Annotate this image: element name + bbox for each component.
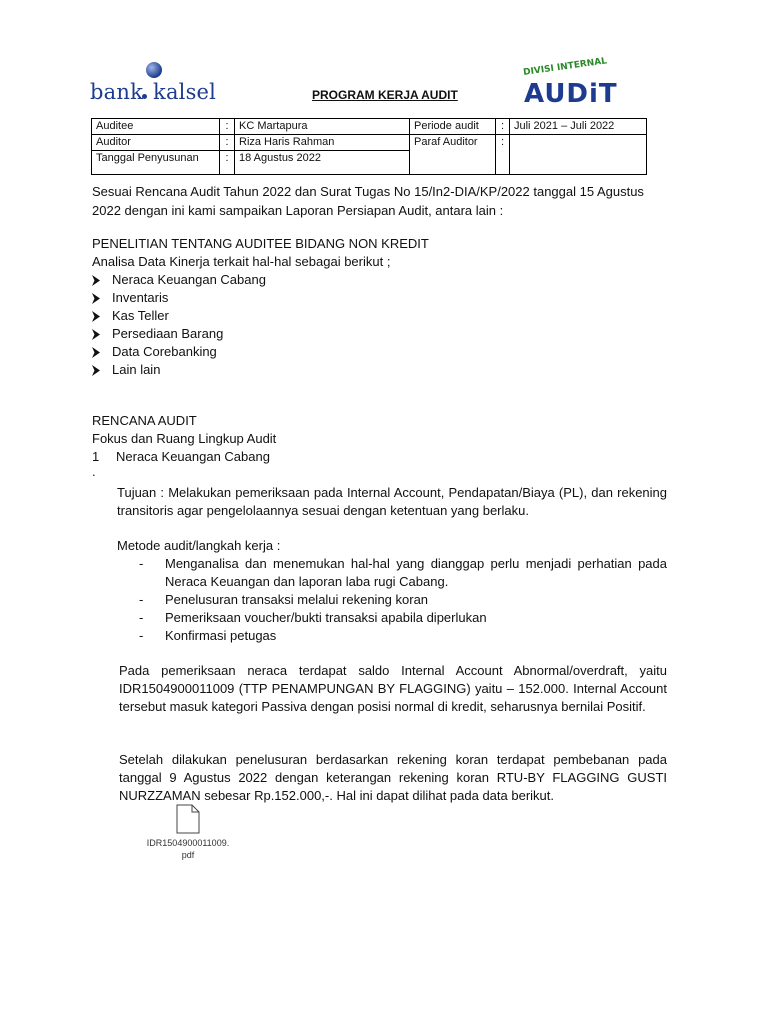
section-non-kredit — [92, 235, 652, 379]
table-cell: Auditee — [92, 119, 220, 135]
section-subheading: Fokus dan Ruang Lingkup Audit — [92, 431, 277, 446]
pdf-file-icon[interactable] — [176, 804, 200, 834]
table-cell: KC Martapura — [235, 119, 410, 135]
table-row — [92, 119, 647, 135]
list-item: - Pemeriksaan voucher/bukti transaksi apabila diperlukan — [139, 610, 487, 625]
list-item: - Konfirmasi petugas — [139, 628, 277, 643]
list-item: Neraca Keuangan Cabang — [92, 271, 652, 289]
section-subheading: Analisa Data Kinerja terkait hal-hal sebagai berikut ; — [92, 254, 391, 269]
logo-text-right: kalsel — [153, 80, 217, 104]
metode-block — [117, 537, 667, 645]
section-heading: PENELITIAN TENTANG AUDITEE BIDANG NON KREDIT — [92, 236, 429, 251]
table-cell: Tanggal Penyusunan — [92, 151, 220, 175]
arrow-bullet-icon — [92, 275, 100, 286]
list-item: Lain lain — [92, 361, 652, 379]
audit-logo-main-text: AUDiT — [524, 79, 618, 109]
audit-info-table — [91, 118, 647, 175]
list-item: Data Corebanking — [92, 343, 652, 361]
arrow-bullet-icon — [92, 293, 100, 304]
table-cell: Paraf Auditor — [410, 135, 496, 175]
arrow-bullet-icon — [92, 365, 100, 376]
item-title: Neraca Keuangan Cabang — [116, 449, 270, 464]
arrow-bullet-icon — [92, 311, 100, 322]
numbered-item — [92, 448, 652, 466]
section-rencana-audit — [92, 412, 652, 482]
list-item: - Menganalisa dan menemukan hal-hal yang dianggap perlu menjadi perhatian pada Neraca Keuangan dan laporan laba rugi Cabang. — [139, 556, 667, 589]
bullet-list — [92, 271, 652, 379]
table-cell: Periode audit — [410, 119, 496, 135]
logo-text-left: bank — [90, 80, 144, 104]
table-cell — [510, 135, 647, 175]
arrow-bullet-icon — [92, 347, 100, 358]
section-heading: RENCANA AUDIT — [92, 413, 197, 428]
list-item: Inventaris — [92, 289, 652, 307]
list-item: Persediaan Barang — [92, 325, 652, 343]
list-item: Kas Teller — [92, 307, 652, 325]
page-title: PROGRAM KERJA AUDIT — [312, 88, 458, 102]
item-dot: . — [92, 464, 96, 479]
table-cell: Juli 2021 – Juli 2022 — [510, 119, 647, 135]
table-cell: : — [220, 119, 235, 135]
table-row — [92, 135, 647, 151]
table-cell: : — [496, 135, 510, 175]
table-cell: : — [496, 119, 510, 135]
finding-paragraph-1: Pada pemeriksaan neraca terdapat saldo Internal Account Abnormal/overdraft, yaitu IDR1504900011009 (TTP PENAMPUNGAN BY FLAGGING) yaitu – 152.000. Internal Account tersebut masuk kategori Passiva dengan posisi normal di kredit, seharusnya bernilai Positif. — [119, 663, 667, 714]
logo-ball-icon — [146, 62, 162, 78]
table-cell: 18 Agustus 2022 — [235, 151, 410, 175]
audit-logo-top-text: DIVISI INTERNAL — [522, 56, 608, 78]
table-cell: Auditor — [92, 135, 220, 151]
list-item: - Penelusuran transaksi melalui rekening koran — [139, 592, 429, 607]
attachment-filename[interactable]: IDR1504900011009. pdf — [146, 838, 230, 860]
tujuan-paragraph: Tujuan : Melakukan pemeriksaan pada Internal Account, Pendapatan/Biaya (PL), dan rekening transitoris agar pengelolaannya sesuai dengan ketentuan yang berlaku. — [117, 485, 667, 518]
metode-label: Metode audit/langkah kerja : — [117, 538, 281, 553]
finding-paragraph-2: Setelah dilakukan penelusuran berdasarkan rekening koran terdapat pembebanan pada tanggal 9 Agustus 2022 dengan keterangan rekening koran RTU-BY FLAGGING GUSTI NURZZAMAN sebesar Rp.152.000,-. Hal ini dapat dilihat pada data berikut. — [119, 752, 667, 803]
item-number: 1 — [92, 449, 100, 464]
intro-paragraph: Sesuai Rencana Audit Tahun 2022 dan Surat Tugas No 15/In2-DIA/KP/2022 tanggal 15 Agustus 2022 dengan ini kami sampaikan Laporan Persiapan Audit, antara lain : — [92, 184, 644, 218]
divisi-internal-audit-logo — [522, 56, 618, 110]
table-cell: : — [220, 151, 235, 175]
table-cell: : — [220, 135, 235, 151]
bank-kalsel-logo — [90, 62, 230, 104]
table-cell: Riza Haris Rahman — [235, 135, 410, 151]
arrow-bullet-icon — [92, 329, 100, 340]
